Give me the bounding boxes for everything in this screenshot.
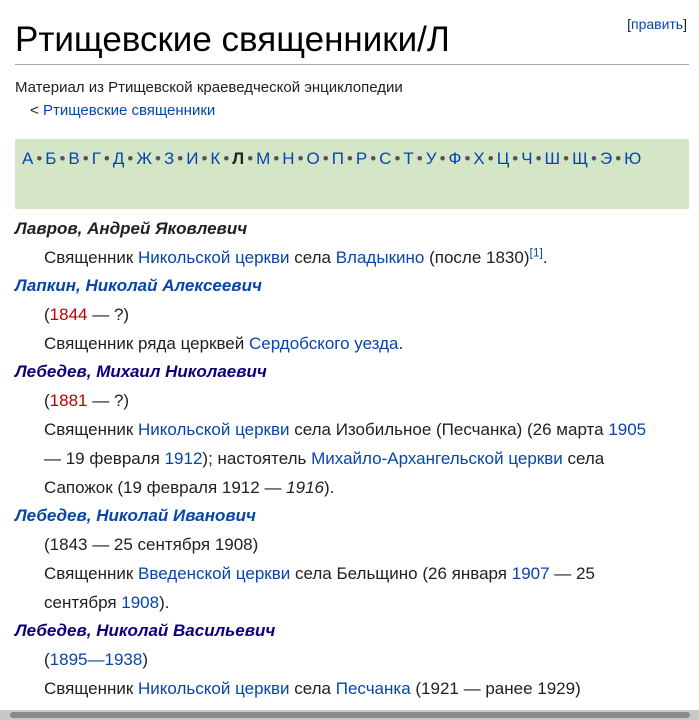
letter-link[interactable]: Ш [544, 149, 561, 168]
separator-dot: • [535, 149, 542, 168]
village-link[interactable]: Владыкино [335, 248, 425, 267]
separator-dot: • [464, 149, 471, 168]
separator-dot: • [439, 149, 446, 168]
letter-link[interactable]: С [379, 149, 392, 168]
letter-link[interactable]: Д [112, 149, 125, 168]
year-link[interactable]: 1908 [121, 593, 160, 612]
letter-link[interactable]: М [256, 149, 271, 168]
entry-name: Лавров, Андрей Яковлевич [15, 219, 248, 238]
letter-link[interactable]: Ю [624, 149, 642, 168]
separator-dot: • [103, 149, 110, 168]
letter-link[interactable]: В [68, 149, 80, 168]
letter-link[interactable]: Р [355, 149, 368, 168]
italic-year: 1916 [286, 478, 324, 497]
entry-line: Священник Никольской церкви села Песчанка (1921 — ранее 1929) [44, 679, 581, 698]
year-link-missing[interactable]: 1844 [49, 305, 88, 324]
edit-link[interactable]: править [630, 16, 684, 32]
separator-dot: • [36, 149, 43, 168]
separator-dot: • [322, 149, 329, 168]
entry-line: (1881 — ?) [44, 391, 130, 410]
letter-link[interactable]: Э [599, 149, 613, 168]
citation-link[interactable]: [1] [529, 245, 543, 260]
article-content [15, 215, 695, 703]
dash-link[interactable]: — [87, 650, 105, 669]
year-link[interactable]: 1907 [511, 564, 550, 583]
separator-dot: • [223, 149, 230, 168]
separator-dot: • [487, 149, 494, 168]
separator-dot: • [127, 149, 134, 168]
site-subtitle: Материал из Ртищевской краеведческой энциклопедии [15, 79, 403, 96]
entry-line: (1895—1938) [44, 650, 148, 669]
separator-dot: • [82, 149, 89, 168]
letter-link[interactable]: П [331, 149, 344, 168]
letter-link[interactable]: Ч [521, 149, 533, 168]
alphabet-navigation [15, 139, 689, 209]
letter-link[interactable]: У [425, 149, 437, 168]
entry-name-link[interactable]: Лебедев, Михаил Николаевич [15, 362, 267, 381]
breadcrumb-arrow: < [30, 102, 43, 119]
church-link[interactable]: Введенской церкви [138, 564, 291, 583]
letter-link[interactable]: О [306, 149, 320, 168]
letter-link[interactable]: Н [282, 149, 295, 168]
village-link[interactable]: Песчанка [335, 679, 411, 698]
letter-link[interactable]: А [22, 149, 34, 168]
letter-link[interactable]: Г [91, 149, 101, 168]
church-link[interactable]: Никольской церкви [138, 679, 290, 698]
entry-line: сентября 1908). [44, 593, 170, 612]
letter-link[interactable]: Т [403, 149, 414, 168]
year-link[interactable]: 1905 [608, 420, 647, 439]
entry-line: — 19 февраля 1912); настоятель Михайло-Архангельской церкви села [44, 449, 605, 468]
letter-link[interactable]: И [186, 149, 199, 168]
year-link[interactable]: 1895 [49, 650, 88, 669]
separator-dot: • [512, 149, 519, 168]
entry-name-link[interactable]: Лебедев, Николай Иванович [15, 506, 256, 525]
entry-line: Сапожок (19 февраля 1912 — 1916). [44, 478, 335, 497]
horizontal-scrollbar[interactable] [0, 710, 699, 720]
letter-link[interactable]: Щ [572, 149, 589, 168]
church-link[interactable]: Никольской церкви [138, 420, 290, 439]
separator-dot: • [370, 149, 377, 168]
entry-line: Священник Введенской церкви села Бельщино (26 января 1907 — 25 [44, 564, 595, 583]
separator-dot: • [177, 149, 184, 168]
letter-link[interactable]: Ж [136, 149, 153, 168]
year-link[interactable]: 1938 [104, 650, 143, 669]
entry-name-link[interactable]: Лебедев, Николай Васильевич [15, 621, 276, 640]
year-link-missing[interactable]: 1881 [49, 391, 88, 410]
entry-line: Священник ряда церквей Сердобского уезда. [44, 334, 404, 353]
separator-dot: • [273, 149, 280, 168]
church-link[interactable]: Никольской церкви [138, 248, 290, 267]
separator-dot: • [615, 149, 622, 168]
separator-dot: • [201, 149, 208, 168]
separator-dot: • [155, 149, 161, 168]
entry-line: (1844 — ?) [44, 305, 130, 324]
scrollbar-thumb[interactable] [10, 712, 690, 718]
letter-link[interactable]: Б [45, 149, 57, 168]
page-title: Ртищевские священники/Л [15, 18, 689, 65]
entry-line: Священник Никольской церкви села Изобильное (Песчанка) (26 марта 1905 [44, 420, 647, 439]
letter-link[interactable]: Ф [448, 149, 462, 168]
breadcrumb [30, 102, 215, 119]
separator-dot: • [297, 149, 304, 168]
letter-link[interactable]: Ц [496, 149, 510, 168]
parent-page-link[interactable]: Ртищевские священники [42, 102, 216, 119]
separator-dot: • [416, 149, 423, 168]
church-link[interactable]: Михайло-Архангельской церкви [311, 449, 563, 468]
separator-dot: • [591, 149, 597, 168]
bracket: [ [627, 16, 631, 32]
separator-dot: • [563, 149, 570, 168]
year-link[interactable]: 1912 [164, 449, 203, 468]
entry-line: Священник Никольской церкви села Владыкино (после 1830)[1]. [44, 245, 548, 267]
separator-dot: • [394, 149, 401, 168]
letter-link: Л [232, 149, 245, 168]
separator-dot: • [247, 149, 254, 168]
letter-link[interactable]: З [164, 149, 175, 168]
bracket: ] [683, 16, 687, 32]
letter-link[interactable]: Х [473, 149, 485, 168]
district-link[interactable]: Сердобского уезда [248, 334, 399, 353]
letter-link[interactable]: К [210, 149, 221, 168]
separator-dot: • [346, 149, 353, 168]
entry-line: (1843 — 25 сентября 1908) [44, 535, 259, 554]
entry-name-link[interactable]: Лапкин, Николай Алексеевич [15, 276, 262, 295]
separator-dot: • [59, 149, 66, 168]
